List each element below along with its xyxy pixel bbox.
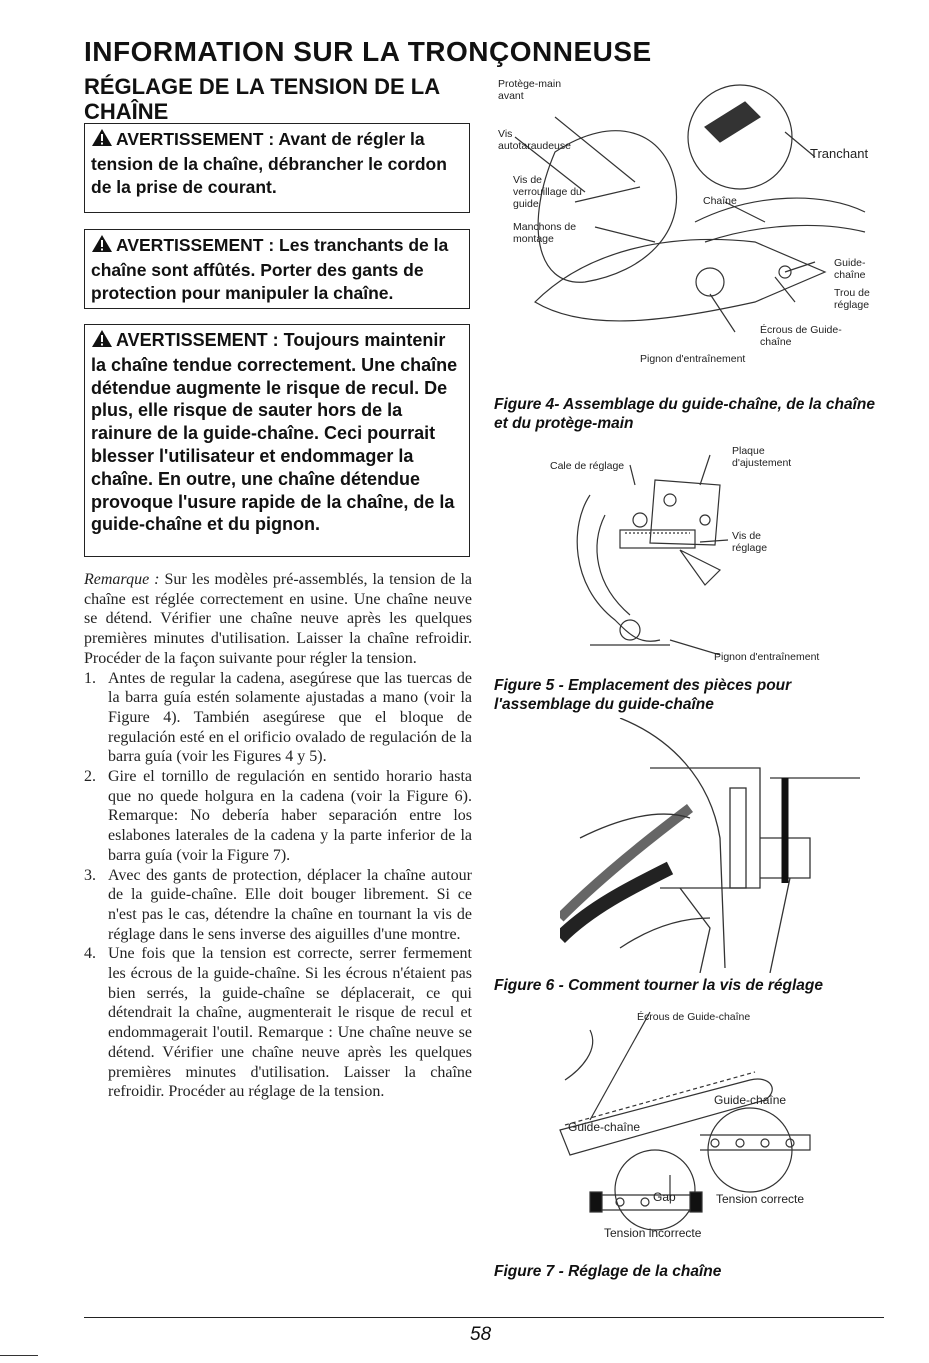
steps-list [84,669,472,1102]
list-item: 2. Gire el tornillo de regulación en sentido horario hasta que no quede holgura en la cadena (voir la Figure 6). Remarque: No debería haber separación entre los eslabones laterales de la cadena y la parte inferior de la barra guía (voir la Figure 7). [84,768,472,864]
fig7-label-bar-left: Guide-chaîne [568,1120,641,1134]
figure-6-caption: Figure 6 - Comment tourner la vis de réglage [494,977,824,994]
warning-text: AVERTISSEMENT : Avant de régler la tension de la chaîne, débrancher le cordon de la prise de courant. [91,129,447,197]
warning-triangle-icon [91,234,113,259]
warning-triangle-icon [91,128,113,153]
remark-paragraph [84,570,472,669]
fig4-label-sleeves: Manchons de montage [513,221,577,245]
fig4-label-bar: Guide-chaîne [834,257,866,281]
warning-text: AVERTISSEMENT : Toujours maintenir la chaîne tendue correctement. Une chaîne détendue augmente le risque de recul. De plus, elle risque de sauter hors de la rainure de la guide-chaîne. Ceci pourrait blesser l'utilisateur et endommager la chaîne. En outre, une chaîne détendue provoque l'usure rapide de la chaîne, de la guide-chaîne et du pignon. [91,330,458,535]
fig7-label-correct: Tension correcte [716,1192,805,1206]
fig7-label-nuts: Écrous de Guide-chaîne [637,1011,751,1023]
warning-box-sharp [84,229,470,309]
figure-7-caption: Figure 7 - Réglage de la chaîne [494,1263,722,1280]
list-item: 3. Avec des gants de protection, déplacer la chaîne autour de la guide-chaîne. Elle doit bouger librement. Si ce n'est pas le cas, détendre la chaîne en tournant la vis de réglage dans le sens inverse des aiguilles d'une montre. [84,866,472,943]
fig4-label-hand-guard: Protège-main avant [498,78,562,102]
fig4-label-screw: Vis autotaraudeuse [498,128,571,152]
page-number: 58 [470,1324,492,1345]
warning-box-unplug [84,123,470,213]
fig5-label-screw: Vis de réglage [732,530,768,554]
remark-label: Remarque : [84,571,160,588]
fig7-label-bar-right: Guide-chaîne [714,1093,787,1107]
list-item: 1. Antes de regular la cadena, asegúrese que las tuercas de la barra guía estén solamente ajustadas a mano (voir la Figure 4). También asegúrese que el bloque de regulación esté en el orificio ovalado de regulación de la barra guía (voir les Figures 4 y 5). [84,669,472,766]
fig5-label-shim: Cale de réglage [550,460,625,472]
list-item: 4. Une fois que la tension est correcte, serrer fermement les écrous de la guide-chaîne. Si les écrous n'étaient pas bien serrés, la guide-chaîne se déplacerait, ce qui détendrait la chaîne, augmenterait le risque de recul et endommagerait l'outil. Remarque : Une chaîne neuve se détend. Vérifier une chaîne neuve après les quelques premières minutes d'utilisation. Laisser la chaîne refroidir. Procéder au réglage de la tension. [84,945,472,1101]
warning-box-tension [84,324,470,557]
instructions [84,570,472,1102]
fig4-label-hole: Trou de réglage [834,287,870,311]
fig5-label-sprocket: Pignon d'entraînement [714,651,820,663]
fig4-label-chain: Chaîne [703,195,737,207]
footer-divider [84,1317,884,1318]
remark-text: Sur les modèles pré-assemblés, la tension de la chaîne est réglée correctement en usine. Une chaîne neuve se détend. Vérifier une chaîne neuve après les quelques premières minutes d'utilisation. Laisser la chaîne refroidir. Procéder de la façon suivante pour régler la tension. [84,571,472,667]
fig5-label-plate: Plaque d'ajustement [732,445,792,469]
fig4-label-cutter: Tranchant [810,146,869,161]
fig4-label-sprocket: Pignon d'entraînement [640,353,746,365]
page-title: INFORMATION SUR LA TRONÇONNEUSE [84,36,652,67]
section-title: RÉGLAGE DE LA TENSION DE LA CHAÎNE [84,74,440,124]
fig7-label-incorrect: Tension incorrecte [604,1226,702,1240]
warning-text: AVERTISSEMENT : Les tranchants de la chaîne sont affûtés. Porter des gants de protection pour manipuler la chaîne. [91,235,449,303]
figure-6-illustration [560,718,860,973]
corner-mark [0,1355,38,1356]
figure-4-caption: Figure 4- Assemblage du guide-chaîne, de la chaîne et du protège-main [494,396,875,432]
fig4-label-lock-screw: Vis de verrouillage du guide [513,174,582,210]
fig4-label-nuts: Écrous de Guide-chaîne [760,324,842,348]
fig7-label-gap: Gap [653,1190,676,1204]
warning-triangle-icon [91,329,113,354]
figure-5-caption: Figure 5 - Emplacement des pièces pour l'assemblage du guide-chaîne [494,677,792,713]
